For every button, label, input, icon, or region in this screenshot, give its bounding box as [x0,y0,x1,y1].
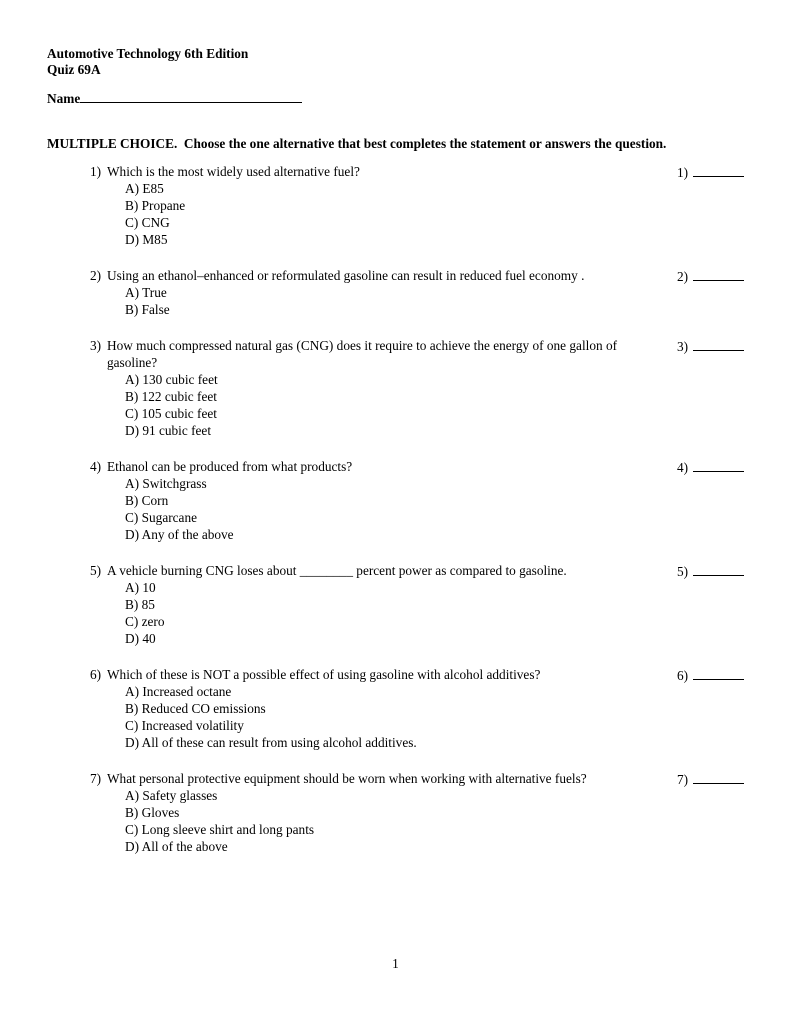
option-list [90,787,665,855]
quiz-number: Quiz 69A [47,61,101,77]
option: D) Any of the above [125,527,234,542]
question-body [90,666,665,751]
answer-blank-line [693,562,744,576]
option: C) Increased volatility [125,718,244,733]
question-body [90,267,665,318]
option-list [90,683,665,751]
option: C) zero [125,614,165,629]
question-list [47,163,747,855]
answer-blank-line [693,337,744,351]
question-text: Which of these is NOT a possible effect of using gasoline with alcohol additives? [107,667,541,682]
question-text: Which is the most widely used alternative fuel? [107,164,360,179]
answer-slot [677,458,747,476]
option: C) Sugarcane [125,510,197,525]
option: B) Propane [125,198,186,213]
answer-slot [677,267,747,285]
instructions: MULTIPLE CHOICE. Choose the one alternative that best completes the statement or answers the question. [47,136,667,151]
option: A) Safety glasses [125,788,218,803]
option: C) Long sleeve shirt and long pants [125,822,315,837]
option: B) False [125,302,170,317]
question-text: Ethanol can be produced from what products? [107,459,353,474]
question-number: 7) [90,771,102,786]
option: B) 85 [125,597,155,612]
answer-number: 2) [677,269,689,284]
option: C) CNG [125,215,170,230]
option: B) Gloves [125,805,180,820]
answer-number: 4) [677,460,689,475]
answer-number: 1) [677,165,689,180]
option-list [90,180,665,248]
question-item [90,770,747,855]
option: C) 105 cubic feet [125,406,217,421]
question-body [90,163,665,248]
question-line [90,163,665,180]
answer-slot [677,337,747,355]
answer-blank-line [693,770,744,784]
option: A) 130 cubic feet [125,372,218,387]
answer-blank-line [693,666,744,680]
option-list [90,475,665,543]
answer-blank-line [693,458,744,472]
question-item [90,458,747,543]
option: D) 40 [125,631,156,646]
option: D) M85 [125,232,168,247]
option-list [90,371,665,439]
answer-number: 6) [677,668,689,683]
option: A) 10 [125,580,156,595]
answer-slot [677,666,747,684]
option: B) Reduced CO emissions [125,701,266,716]
option: B) 122 cubic feet [125,389,217,404]
option: A) Switchgrass [125,476,207,491]
answer-slot [677,163,747,181]
option: A) Increased octane [125,684,232,699]
page-number: 1 [392,956,399,971]
option: D) All of the above [125,839,228,854]
answer-slot [677,770,747,788]
question-line [90,267,665,284]
answer-number: 7) [677,772,689,787]
question-item [90,267,747,318]
option: B) Corn [125,493,169,508]
question-item [90,337,747,439]
name-row [47,90,747,107]
question-line [90,770,665,787]
question-number: 2) [90,268,102,283]
question-text: What personal protective equipment should be worn when working with alternative fuels? [107,771,587,786]
question-body [90,458,665,543]
answer-blank-line [693,163,744,177]
answer-number: 3) [677,339,689,354]
question-number: 1) [90,164,102,179]
option-list [90,579,665,647]
answer-number: 5) [677,564,689,579]
option: D) 91 cubic feet [125,423,212,438]
question-item [90,163,747,248]
question-body [90,337,665,439]
header [47,46,747,77]
question-body [90,562,665,647]
question-line [90,337,665,371]
question-text: A vehicle burning CNG loses about ________ percent power as compared to gasoline. [107,563,567,578]
option: A) E85 [125,181,164,196]
question-line [90,562,665,579]
question-number: 5) [90,563,102,578]
option: D) All of these can result from using alcohol additives. [125,735,417,750]
question-text: Using an ethanol–enhanced or reformulated gasoline can result in reduced fuel economy . [107,268,585,283]
answer-blank-line [693,267,744,281]
option: A) True [125,285,167,300]
question-text: How much compressed natural gas (CNG) does it require to achieve the energy of one gallon of gasoline? [107,338,618,370]
document-title: Automotive Technology 6th Edition [47,46,249,61]
question-item [90,666,747,751]
question-line [90,666,665,683]
name-blank-line [80,90,302,103]
question-body [90,770,665,855]
question-number: 6) [90,667,102,682]
option-list [90,284,665,318]
name-label: Name [47,91,81,106]
question-number: 3) [90,338,102,353]
question-number: 4) [90,459,102,474]
question-item [90,562,747,647]
question-line [90,458,665,475]
answer-slot [677,562,747,580]
